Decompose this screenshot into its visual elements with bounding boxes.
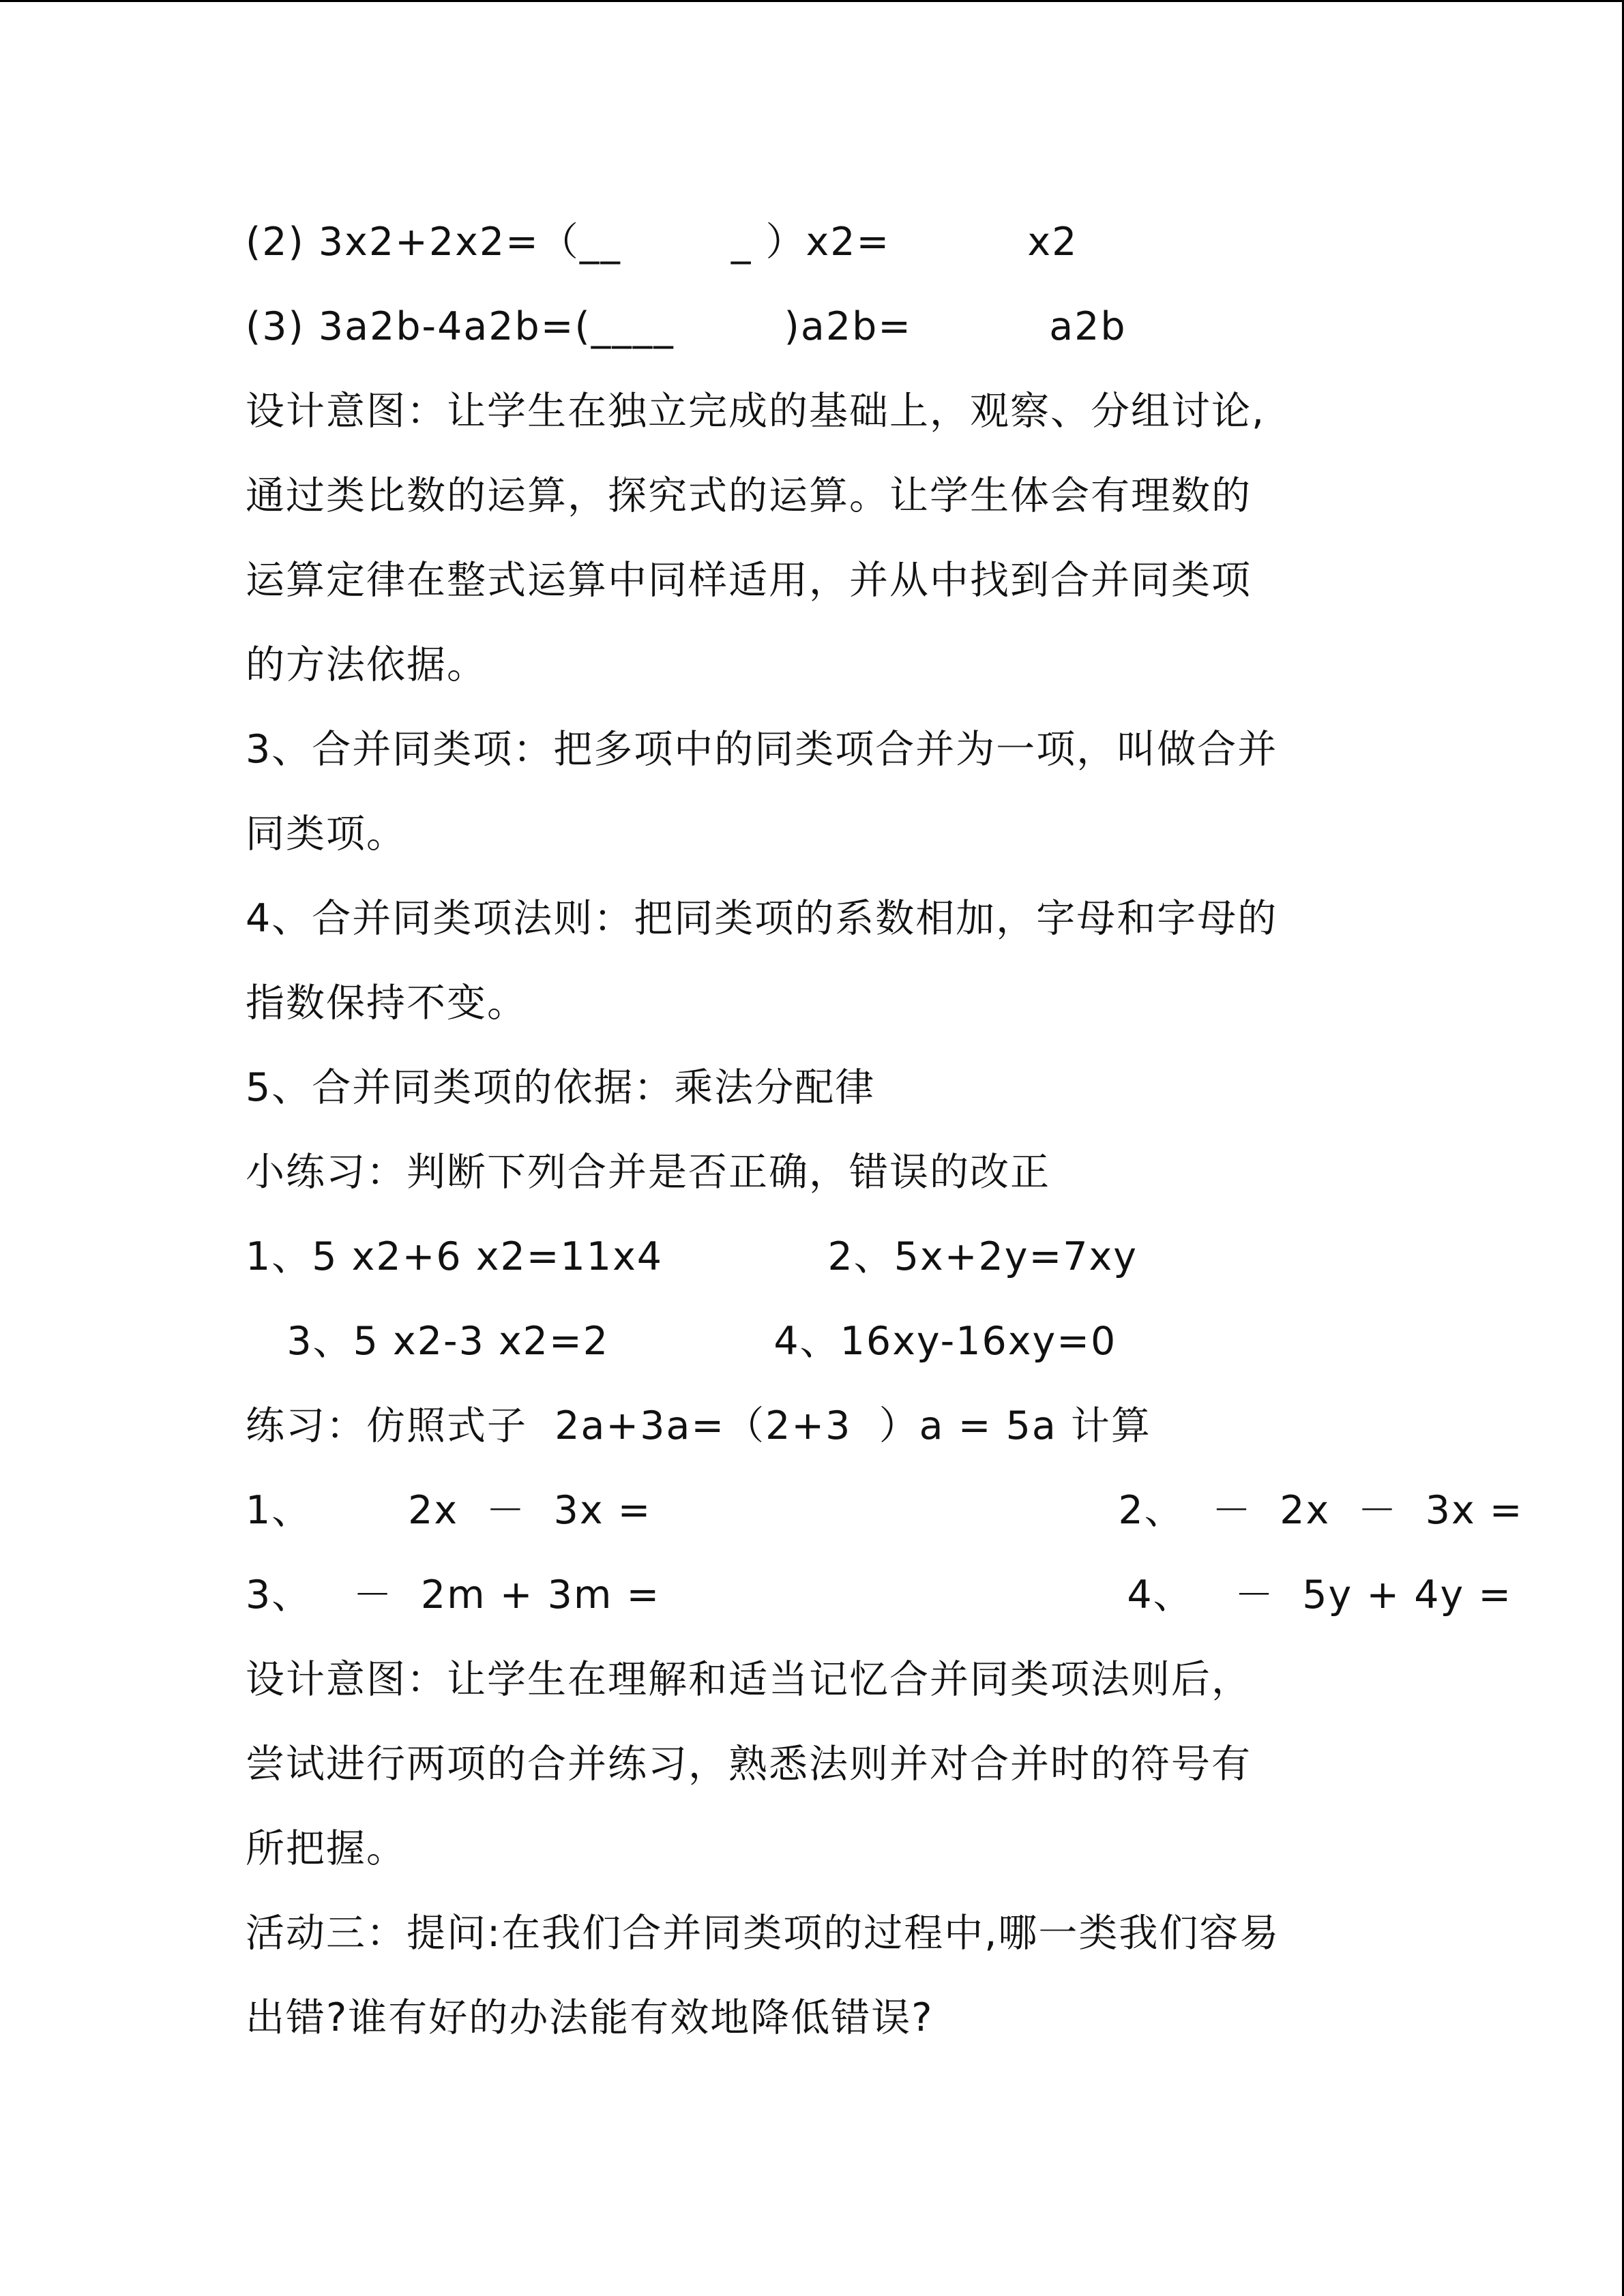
text-line: 4、合并同类项法则：把同类项的系数相加，字母和字母的 (246, 896, 1278, 941)
text-line: 3、5 x2-3 x2=2 4、16xy-16xy=0 (246, 1319, 1117, 1364)
text-line: 出错?谁有好的办法能有效地降低错误? (246, 1995, 934, 2040)
text-line: 运算定律在整式运算中同样适用，并从中找到合并同类项 (246, 558, 1252, 603)
text-line: 练习：仿照式子 2a+3a=（2+3 ）a = 5a 计算 (246, 1403, 1151, 1448)
text-line: 通过类比数的运算，探究式的运算。让学生体会有理数的 (246, 473, 1252, 518)
text-line: 活动三：提问:在我们合并同类项的过程中,哪一类我们容易 (246, 1911, 1280, 1956)
text-line: 所把握。 (246, 1826, 407, 1871)
text-line: 设计意图：让学生在独立完成的基础上，观察、分组讨论, (246, 389, 1266, 434)
text-line: 的方法依据。 (246, 642, 487, 687)
text-line: 3、 － 2m + 3m = 4、 － 5y + 4y = (246, 1572, 1513, 1617)
text-line: 1、 2x － 3x = 2、 － 2x － 3x = (246, 1488, 1524, 1533)
text-line: 小练习：判断下列合并是否正确，错误的改正 (246, 1150, 1050, 1195)
text-line: 指数保持不变。 (246, 981, 527, 1026)
text-line: 同类项。 (246, 811, 407, 856)
text-line: 1、5 x2+6 x2=11x4 2、5x+2y=7xy (246, 1234, 1138, 1279)
text-line: 5、合并同类项的依据：乘法分配律 (246, 1065, 876, 1110)
text-line: 尝试进行两项的合并练习，熟悉法则并对合并时的符号有 (246, 1742, 1252, 1787)
text-line: 3、合并同类项：把多项中的同类项合并为一项，叫做合并 (246, 727, 1278, 772)
text-line: (2) 3x2+2x2=（__ _ ）x2= x2 (246, 220, 1078, 265)
text-line: (3) 3a2b-4a2b=(____ )a2b= a2b (246, 304, 1127, 349)
text-line: 设计意图：让学生在理解和适当记忆合并同类项法则后， (246, 1657, 1252, 1702)
